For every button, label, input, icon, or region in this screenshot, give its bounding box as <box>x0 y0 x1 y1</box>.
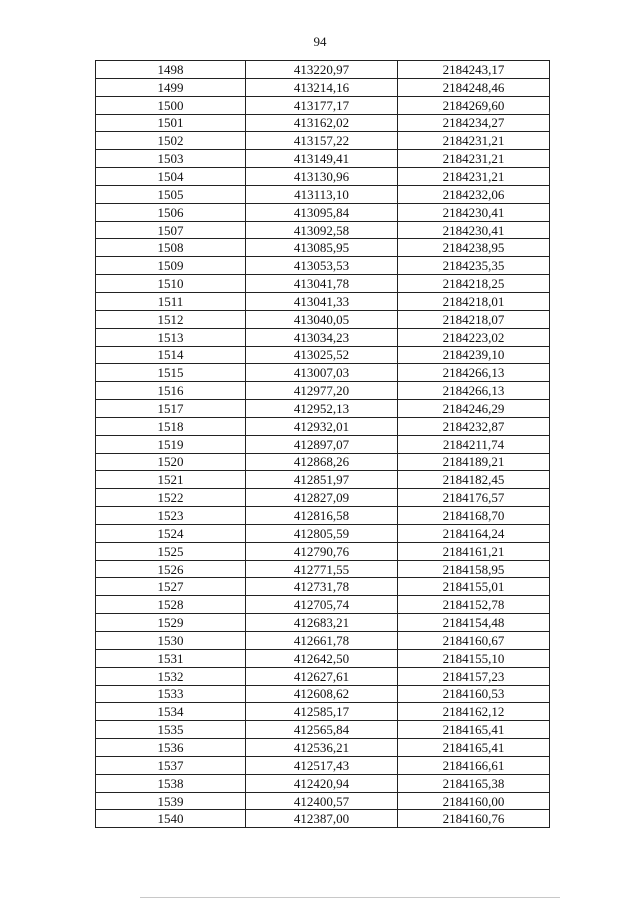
table-row <box>96 578 550 596</box>
point-number-cell: 1519 <box>96 435 246 453</box>
x-coordinate-cell: 412705,74 <box>246 596 398 614</box>
point-number-cell: 1515 <box>96 364 246 382</box>
x-coordinate-cell: 412420,94 <box>246 774 398 792</box>
y-coordinate-cell: 2184231,21 <box>398 168 550 186</box>
x-coordinate-cell: 412565,84 <box>246 721 398 739</box>
point-number-cell: 1526 <box>96 560 246 578</box>
y-coordinate-cell: 2184164,24 <box>398 524 550 542</box>
point-number-cell: 1535 <box>96 721 246 739</box>
x-coordinate-cell: 413041,78 <box>246 275 398 293</box>
y-coordinate-cell: 2184232,06 <box>398 185 550 203</box>
y-coordinate-cell: 2184230,41 <box>398 221 550 239</box>
table-row <box>96 310 550 328</box>
y-coordinate-cell: 2184235,35 <box>398 257 550 275</box>
y-coordinate-cell: 2184165,41 <box>398 721 550 739</box>
table-row <box>96 756 550 774</box>
page-number: 94 <box>313 34 327 49</box>
point-number-cell: 1498 <box>96 61 246 79</box>
y-coordinate-cell: 2184152,78 <box>398 596 550 614</box>
point-number-cell: 1527 <box>96 578 246 596</box>
table-row <box>96 489 550 507</box>
table-row <box>96 542 550 560</box>
x-coordinate-cell: 412897,07 <box>246 435 398 453</box>
table-row <box>96 417 550 435</box>
table-row <box>96 96 550 114</box>
y-coordinate-cell: 2184182,45 <box>398 471 550 489</box>
y-coordinate-cell: 2184189,21 <box>398 453 550 471</box>
y-coordinate-cell: 2184230,41 <box>398 203 550 221</box>
table-row <box>96 471 550 489</box>
x-coordinate-cell: 413041,33 <box>246 292 398 310</box>
point-number-cell: 1525 <box>96 542 246 560</box>
y-coordinate-cell: 2184158,95 <box>398 560 550 578</box>
x-coordinate-cell: 412661,78 <box>246 632 398 650</box>
point-number-cell: 1523 <box>96 507 246 525</box>
x-coordinate-cell: 413157,22 <box>246 132 398 150</box>
point-number-cell: 1501 <box>96 114 246 132</box>
y-coordinate-cell: 2184160,76 <box>398 810 550 828</box>
table-row <box>96 524 550 542</box>
point-number-cell: 1529 <box>96 614 246 632</box>
x-coordinate-cell: 413177,17 <box>246 96 398 114</box>
point-number-cell: 1499 <box>96 78 246 96</box>
x-coordinate-cell: 413092,58 <box>246 221 398 239</box>
point-number-cell: 1520 <box>96 453 246 471</box>
table-row <box>96 78 550 96</box>
point-number-cell: 1514 <box>96 346 246 364</box>
x-coordinate-cell: 413053,53 <box>246 257 398 275</box>
table-row <box>96 453 550 471</box>
x-coordinate-cell: 412868,26 <box>246 453 398 471</box>
x-coordinate-cell: 412731,78 <box>246 578 398 596</box>
table-row <box>96 507 550 525</box>
point-number-cell: 1537 <box>96 756 246 774</box>
point-number-cell: 1531 <box>96 649 246 667</box>
y-coordinate-cell: 2184155,01 <box>398 578 550 596</box>
point-number-cell: 1536 <box>96 739 246 757</box>
table-row <box>96 685 550 703</box>
y-coordinate-cell: 2184160,53 <box>398 685 550 703</box>
table-row <box>96 150 550 168</box>
point-number-cell: 1518 <box>96 417 246 435</box>
table-row <box>96 632 550 650</box>
y-coordinate-cell: 2184231,21 <box>398 150 550 168</box>
y-coordinate-cell: 2184223,02 <box>398 328 550 346</box>
x-coordinate-cell: 412517,43 <box>246 756 398 774</box>
coordinates-table-body <box>96 61 550 828</box>
y-coordinate-cell: 2184218,01 <box>398 292 550 310</box>
table-row <box>96 614 550 632</box>
table-row <box>96 61 550 79</box>
x-coordinate-cell: 412400,57 <box>246 792 398 810</box>
point-number-cell: 1540 <box>96 810 246 828</box>
point-number-cell: 1517 <box>96 400 246 418</box>
table-row <box>96 185 550 203</box>
y-coordinate-cell: 2184211,74 <box>398 435 550 453</box>
table-row <box>96 292 550 310</box>
x-coordinate-cell: 413007,03 <box>246 364 398 382</box>
point-number-cell: 1507 <box>96 221 246 239</box>
y-coordinate-cell: 2184243,17 <box>398 61 550 79</box>
table-row <box>96 257 550 275</box>
x-coordinate-cell: 413149,41 <box>246 150 398 168</box>
point-number-cell: 1533 <box>96 685 246 703</box>
x-coordinate-cell: 412387,00 <box>246 810 398 828</box>
point-number-cell: 1504 <box>96 168 246 186</box>
x-coordinate-cell: 413130,96 <box>246 168 398 186</box>
table-row <box>96 810 550 828</box>
y-coordinate-cell: 2184157,23 <box>398 667 550 685</box>
point-number-cell: 1528 <box>96 596 246 614</box>
x-coordinate-cell: 413025,52 <box>246 346 398 364</box>
x-coordinate-cell: 412536,21 <box>246 739 398 757</box>
coordinates-table <box>95 60 550 828</box>
x-coordinate-cell: 412851,97 <box>246 471 398 489</box>
point-number-cell: 1505 <box>96 185 246 203</box>
point-number-cell: 1512 <box>96 310 246 328</box>
y-coordinate-cell: 2184232,87 <box>398 417 550 435</box>
y-coordinate-cell: 2184231,21 <box>398 132 550 150</box>
x-coordinate-cell: 412627,61 <box>246 667 398 685</box>
y-coordinate-cell: 2184165,41 <box>398 739 550 757</box>
point-number-cell: 1521 <box>96 471 246 489</box>
x-coordinate-cell: 413162,02 <box>246 114 398 132</box>
point-number-cell: 1502 <box>96 132 246 150</box>
x-coordinate-cell: 412805,59 <box>246 524 398 542</box>
point-number-cell: 1534 <box>96 703 246 721</box>
point-number-cell: 1513 <box>96 328 246 346</box>
x-coordinate-cell: 413034,23 <box>246 328 398 346</box>
y-coordinate-cell: 2184160,67 <box>398 632 550 650</box>
table-row <box>96 560 550 578</box>
table-row <box>96 400 550 418</box>
point-number-cell: 1511 <box>96 292 246 310</box>
point-number-cell: 1509 <box>96 257 246 275</box>
bottom-rule <box>140 897 560 898</box>
y-coordinate-cell: 2184176,57 <box>398 489 550 507</box>
point-number-cell: 1532 <box>96 667 246 685</box>
table-row <box>96 239 550 257</box>
point-number-cell: 1530 <box>96 632 246 650</box>
x-coordinate-cell: 413095,84 <box>246 203 398 221</box>
table-row <box>96 435 550 453</box>
point-number-cell: 1503 <box>96 150 246 168</box>
point-number-cell: 1538 <box>96 774 246 792</box>
table-row <box>96 721 550 739</box>
x-coordinate-cell: 412932,01 <box>246 417 398 435</box>
y-coordinate-cell: 2184238,95 <box>398 239 550 257</box>
table-row <box>96 346 550 364</box>
table-row <box>96 275 550 293</box>
point-number-cell: 1510 <box>96 275 246 293</box>
y-coordinate-cell: 2184168,70 <box>398 507 550 525</box>
x-coordinate-cell: 413220,97 <box>246 61 398 79</box>
table-row <box>96 667 550 685</box>
x-coordinate-cell: 412642,50 <box>246 649 398 667</box>
y-coordinate-cell: 2184234,27 <box>398 114 550 132</box>
point-number-cell: 1524 <box>96 524 246 542</box>
table-row <box>96 649 550 667</box>
table-row <box>96 739 550 757</box>
y-coordinate-cell: 2184165,38 <box>398 774 550 792</box>
y-coordinate-cell: 2184218,07 <box>398 310 550 328</box>
x-coordinate-cell: 412827,09 <box>246 489 398 507</box>
table-row <box>96 328 550 346</box>
y-coordinate-cell: 2184248,46 <box>398 78 550 96</box>
table-row <box>96 114 550 132</box>
point-number-cell: 1508 <box>96 239 246 257</box>
y-coordinate-cell: 2184166,61 <box>398 756 550 774</box>
point-number-cell: 1500 <box>96 96 246 114</box>
table-row <box>96 703 550 721</box>
y-coordinate-cell: 2184269,60 <box>398 96 550 114</box>
table-row <box>96 168 550 186</box>
y-coordinate-cell: 2184162,12 <box>398 703 550 721</box>
x-coordinate-cell: 413214,16 <box>246 78 398 96</box>
table-row <box>96 382 550 400</box>
table-row <box>96 221 550 239</box>
y-coordinate-cell: 2184155,10 <box>398 649 550 667</box>
y-coordinate-cell: 2184160,00 <box>398 792 550 810</box>
y-coordinate-cell: 2184239,10 <box>398 346 550 364</box>
table-row <box>96 596 550 614</box>
x-coordinate-cell: 413113,10 <box>246 185 398 203</box>
x-coordinate-cell: 412683,21 <box>246 614 398 632</box>
table-row <box>96 792 550 810</box>
table-row <box>96 774 550 792</box>
x-coordinate-cell: 412608,62 <box>246 685 398 703</box>
x-coordinate-cell: 412771,55 <box>246 560 398 578</box>
x-coordinate-cell: 412585,17 <box>246 703 398 721</box>
y-coordinate-cell: 2184266,13 <box>398 364 550 382</box>
x-coordinate-cell: 412952,13 <box>246 400 398 418</box>
x-coordinate-cell: 412816,58 <box>246 507 398 525</box>
point-number-cell: 1506 <box>96 203 246 221</box>
y-coordinate-cell: 2184246,29 <box>398 400 550 418</box>
x-coordinate-cell: 412977,20 <box>246 382 398 400</box>
y-coordinate-cell: 2184218,25 <box>398 275 550 293</box>
y-coordinate-cell: 2184266,13 <box>398 382 550 400</box>
y-coordinate-cell: 2184154,48 <box>398 614 550 632</box>
x-coordinate-cell: 413040,05 <box>246 310 398 328</box>
point-number-cell: 1522 <box>96 489 246 507</box>
y-coordinate-cell: 2184161,21 <box>398 542 550 560</box>
table-row <box>96 364 550 382</box>
point-number-cell: 1516 <box>96 382 246 400</box>
x-coordinate-cell: 413085,95 <box>246 239 398 257</box>
x-coordinate-cell: 412790,76 <box>246 542 398 560</box>
table-row <box>96 132 550 150</box>
table-row <box>96 203 550 221</box>
point-number-cell: 1539 <box>96 792 246 810</box>
